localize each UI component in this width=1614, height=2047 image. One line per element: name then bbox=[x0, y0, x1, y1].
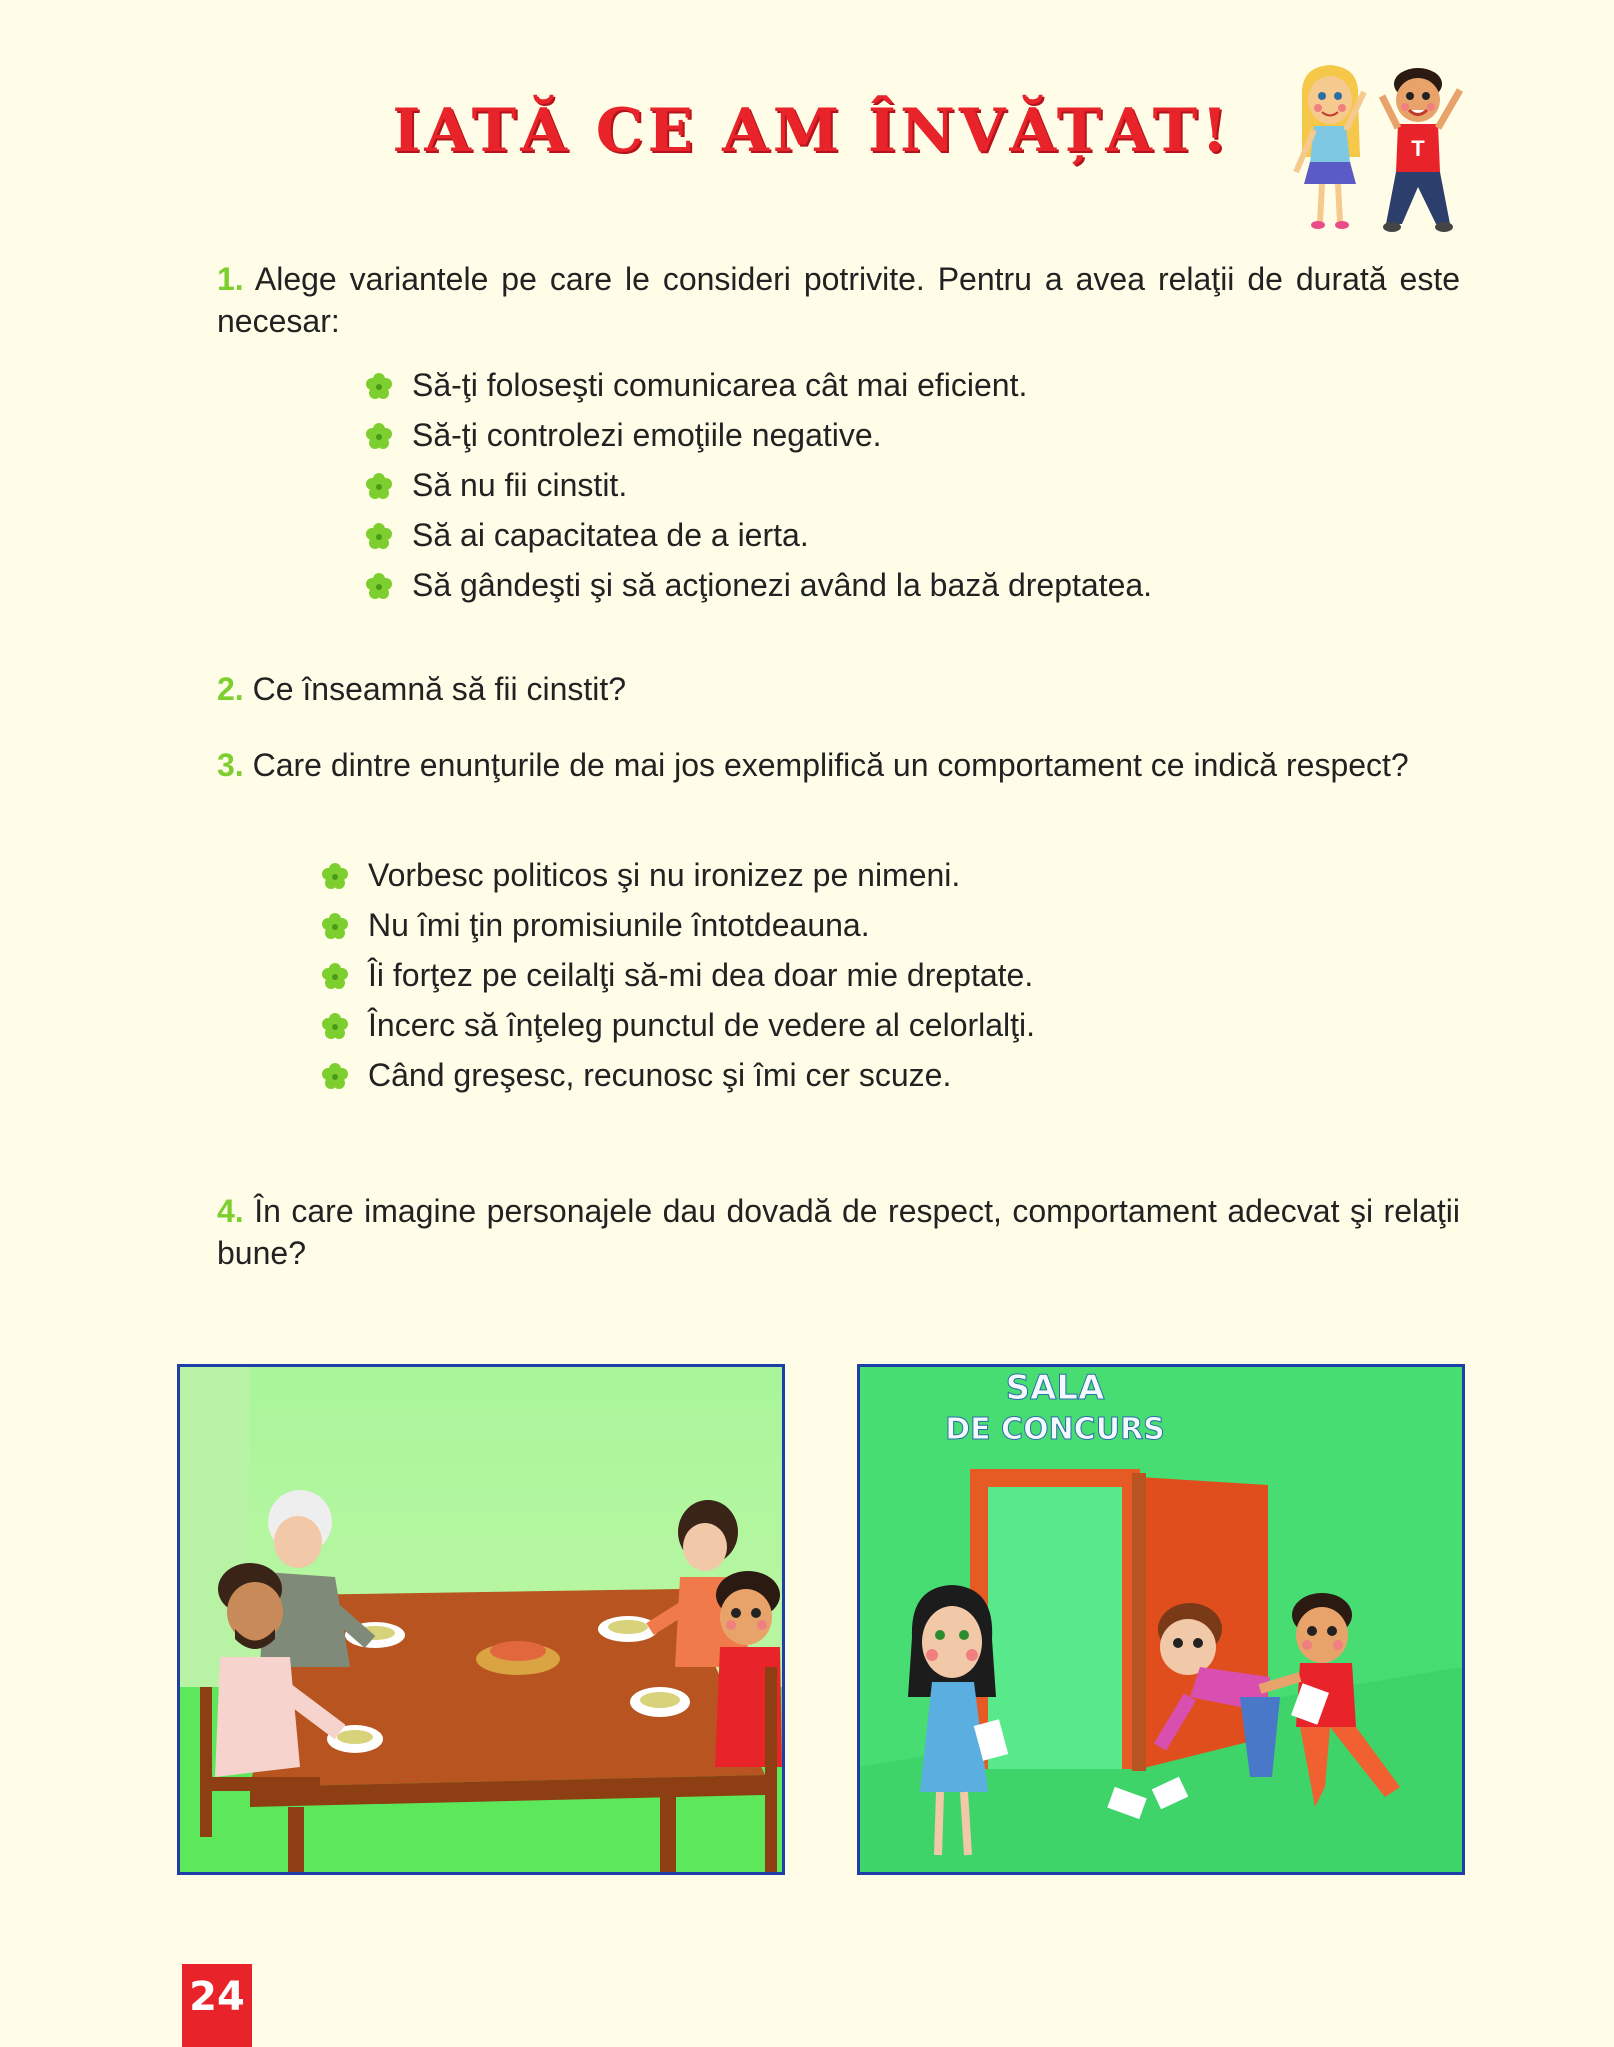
flower-bullet-icon bbox=[366, 523, 392, 549]
family-dinner-illustration bbox=[180, 1367, 782, 1872]
contest-room-illustration bbox=[860, 1367, 1462, 1872]
svg-text:T: T bbox=[1411, 136, 1425, 161]
option-text: Să-ţi controlezi emoţiile negative. bbox=[412, 417, 882, 453]
flower-bullet-icon bbox=[366, 373, 392, 399]
sign-line-2: DE CONCURS bbox=[945, 1412, 1165, 1447]
option-item[interactable] bbox=[366, 560, 1152, 610]
question-2 bbox=[217, 668, 1460, 710]
flower-bullet-icon bbox=[366, 423, 392, 449]
question-text: Ce înseamnă să fii cinstit? bbox=[252, 671, 627, 707]
question-number: 3. bbox=[217, 747, 244, 783]
page-title: IATĂ CE AM ÎNVĂȚAT! bbox=[392, 96, 1232, 166]
question-1 bbox=[217, 258, 1460, 342]
question-4 bbox=[217, 1190, 1460, 1274]
option-text: Să gândeşti şi să acţionezi având la bază dreptatea. bbox=[412, 567, 1153, 603]
question-number: 1. bbox=[217, 261, 244, 297]
option-item[interactable] bbox=[322, 850, 1035, 900]
flower-bullet-icon bbox=[322, 963, 348, 989]
flower-bullet-icon bbox=[322, 1063, 348, 1089]
question-3 bbox=[217, 744, 1460, 786]
option-text: Să ai capacitatea de a ierta. bbox=[412, 517, 809, 553]
flower-bullet-icon bbox=[322, 913, 348, 939]
question-text: Alege variantele pe care le consideri potrivite. Pentru a avea relaţii de durată este necesar: bbox=[217, 261, 1461, 339]
flower-bullet-icon bbox=[366, 573, 392, 599]
option-text: Încerc să înţeleg punctul de vedere al celorlalţi. bbox=[368, 1007, 1036, 1043]
flower-bullet-icon bbox=[322, 863, 348, 889]
option-item[interactable] bbox=[366, 410, 1152, 460]
option-text: Să nu fii cinstit. bbox=[412, 467, 628, 503]
option-text: Îi forţez pe ceilalţi să-mi dea doar mie dreptate. bbox=[368, 957, 1034, 993]
question-text: Care dintre enunţurile de mai jos exemplifică un comportament ce indică respect? bbox=[252, 747, 1409, 783]
flower-bullet-icon bbox=[366, 473, 392, 499]
question-number: 2. bbox=[217, 671, 244, 707]
mascot-children-icon bbox=[1290, 62, 1490, 237]
option-item[interactable] bbox=[366, 510, 1152, 560]
sign-line-1: SALA bbox=[1005, 1368, 1105, 1408]
option-text: Nu îmi ţin promisiunile întotdeauna. bbox=[368, 907, 870, 943]
picture-contest-room[interactable] bbox=[857, 1364, 1465, 1875]
option-text: Să-ţi foloseşti comunicarea cât mai eficient. bbox=[412, 367, 1028, 403]
option-item[interactable] bbox=[366, 460, 1152, 510]
question-text: În care imagine personajele dau dovadă de respect, comportament adecvat şi relaţii bune? bbox=[217, 1193, 1461, 1271]
picture-family-dinner[interactable] bbox=[177, 1364, 785, 1875]
option-item[interactable] bbox=[322, 1000, 1035, 1050]
question-number: 4. bbox=[217, 1193, 244, 1229]
option-item[interactable] bbox=[322, 950, 1035, 1000]
option-item[interactable] bbox=[322, 900, 1035, 950]
option-text: Vorbesc politicos şi nu ironizez pe nimeni. bbox=[368, 857, 961, 893]
page-number: 24 bbox=[182, 1964, 252, 2047]
flower-bullet-icon bbox=[322, 1013, 348, 1039]
option-item[interactable] bbox=[322, 1050, 1035, 1100]
question-1-options bbox=[366, 360, 1152, 610]
option-text: Când greşesc, recunosc şi îmi cer scuze. bbox=[368, 1057, 952, 1093]
option-item[interactable] bbox=[366, 360, 1152, 410]
question-3-options bbox=[322, 850, 1035, 1100]
